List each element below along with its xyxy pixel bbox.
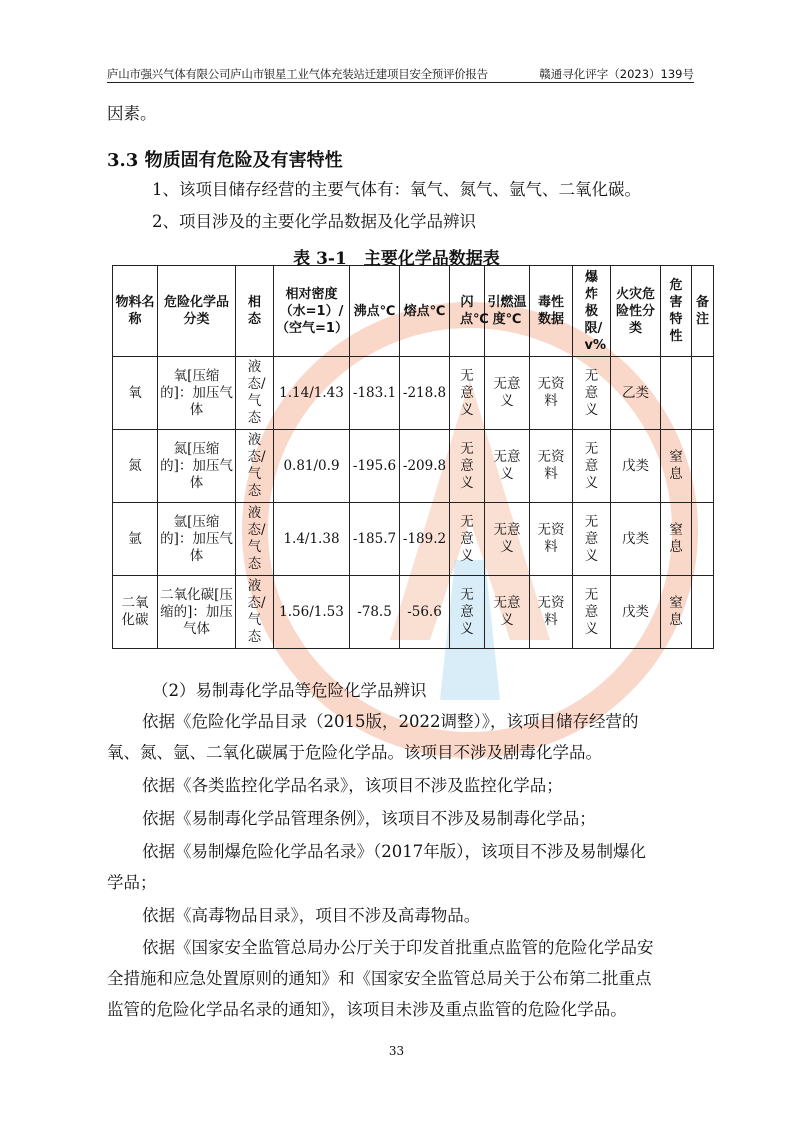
cell: 无意义 <box>573 430 611 503</box>
th-hazard: 危害特性 <box>661 266 692 357</box>
cell: 无意义 <box>485 576 530 649</box>
cell <box>692 357 714 430</box>
cell: 1.14/1.43 <box>274 357 350 430</box>
cell: 0.81/0.9 <box>274 430 350 503</box>
cell: 戊类 <box>611 503 661 576</box>
cell: 1.4/1.38 <box>274 503 350 576</box>
cell: 液态/气态 <box>236 576 274 649</box>
table-row <box>113 430 714 503</box>
cell <box>692 503 714 576</box>
th-explosion: 爆炸极限/v% <box>573 266 611 357</box>
cell: 无意义 <box>485 430 530 503</box>
cell: 氮 <box>113 430 158 503</box>
cell: 无意义 <box>450 503 485 576</box>
cell: 无意义 <box>450 430 485 503</box>
list-item-1: 1、该项目储存经营的主要气体有：氧气、氮气、氩气、二氧化碳。 <box>152 180 641 199</box>
cell <box>692 576 714 649</box>
paragraph-line: 依据《国家安全监管总局办公厅关于印发首批重点监管的危险化学品安 <box>142 938 654 957</box>
th-melting: 熔点℃ <box>400 266 450 357</box>
cell: 无意义 <box>573 503 611 576</box>
paragraph-line: 依据《危险化学品目录（2015版，2022调整）》，该项目储存经营的 <box>142 712 639 731</box>
cell: 无意义 <box>485 357 530 430</box>
header-left: 庐山市强兴气体有限公司庐山市银星工业气体充装站迁建项目安全预评价报告 <box>107 67 488 81</box>
cell: 乙类 <box>611 357 661 430</box>
cell: 无意义 <box>573 576 611 649</box>
cell: -78.5 <box>350 576 400 649</box>
th-fire-class: 火灾危险性分类 <box>611 266 661 357</box>
cell: 无资料 <box>530 430 573 503</box>
cell: 窒息 <box>661 430 692 503</box>
cell: 氩 <box>113 503 158 576</box>
paragraph-line: 氧、氮、氩、二氧化碳属于危险化学品。该项目不涉及剧毒化学品。 <box>107 743 602 762</box>
cell <box>692 430 714 503</box>
subsection-heading: （2）易制毒化学品等危险化学品辨识 <box>152 681 427 700</box>
header-right: 赣通寻化评字（2023）139号 <box>539 67 694 81</box>
body-text-top: 因素。 <box>107 104 157 123</box>
cell: -195.6 <box>350 430 400 503</box>
cell: 氩[压缩的]：加压气体 <box>158 503 236 576</box>
cell: -209.8 <box>400 430 450 503</box>
paragraph-line: 依据《易制爆危险化学品名录》（2017年版），该项目不涉及易制爆化 <box>142 842 646 861</box>
paragraph-line: 依据《高毒物品目录》，项目不涉及高毒物品。 <box>142 906 481 925</box>
th-class: 危险化学品分类 <box>158 266 236 357</box>
page-number: 33 <box>388 1044 405 1058</box>
cell: 无资料 <box>530 576 573 649</box>
table-header-row <box>113 266 714 357</box>
cell: 无意义 <box>450 357 485 430</box>
cell: 氮[压缩的]：加压气体 <box>158 430 236 503</box>
paragraph-line: 监管的危险化学品名录的通知》，该项目未涉及重点监管的危险化学品。 <box>107 1000 627 1019</box>
cell: 液态/气态 <box>236 430 274 503</box>
cell: 无意义 <box>450 576 485 649</box>
cell: 无资料 <box>530 503 573 576</box>
th-ignition: 引燃温度℃ <box>485 266 530 357</box>
cell: -56.6 <box>400 576 450 649</box>
th-flash: 闪点℃ <box>450 266 485 357</box>
page-header <box>107 66 694 82</box>
table-row <box>113 503 714 576</box>
cell: 无意义 <box>573 357 611 430</box>
list-item-2: 2、项目涉及的主要化学品数据及化学品辨识 <box>152 212 476 231</box>
table-row <box>113 576 714 649</box>
th-remark: 备注 <box>692 266 714 357</box>
th-name: 物料名称 <box>113 266 158 357</box>
chemical-data-table <box>112 265 714 649</box>
cell: -185.7 <box>350 503 400 576</box>
cell <box>661 357 692 430</box>
cell: -189.2 <box>400 503 450 576</box>
cell: -218.8 <box>400 357 450 430</box>
cell: 液态/气态 <box>236 357 274 430</box>
cell: 无意义 <box>485 503 530 576</box>
cell: -183.1 <box>350 357 400 430</box>
cell: 液态/气态 <box>236 503 274 576</box>
th-boiling: 沸点℃ <box>350 266 400 357</box>
paragraph-line: 全措施和应急处置原则的通知》和《国家安全监管总局关于公布第二批重点 <box>107 969 652 988</box>
paragraph-line: 依据《各类监控化学品名录》，该项目不涉及监控化学品； <box>142 776 563 795</box>
cell: 无资料 <box>530 357 573 430</box>
cell: 氧[压缩的]：加压气体 <box>158 357 236 430</box>
cell: 氧 <box>113 357 158 430</box>
paragraph-line: 依据《易制毒化学品管理条例》，该项目不涉及易制毒化学品； <box>142 809 596 828</box>
table-row <box>113 357 714 430</box>
paragraph-line: 学品； <box>107 873 157 892</box>
cell: 1.56/1.53 <box>274 576 350 649</box>
header-rule <box>107 82 694 83</box>
table-caption: 表 3-1 主要化学品数据表 <box>293 249 500 269</box>
th-phase: 相态 <box>236 266 274 357</box>
cell: 二氧化碳[压缩的]：加压气体 <box>158 576 236 649</box>
th-density: 相对密度（水=1）/（空气=1） <box>274 266 350 357</box>
cell: 窒息 <box>661 503 692 576</box>
cell: 戊类 <box>611 576 661 649</box>
th-toxicity: 毒性数据 <box>530 266 573 357</box>
cell: 戊类 <box>611 430 661 503</box>
cell: 二氧化碳 <box>113 576 158 649</box>
section-title: 3.3 物质固有危险及有害特性 <box>107 150 343 171</box>
cell: 窒息 <box>661 576 692 649</box>
